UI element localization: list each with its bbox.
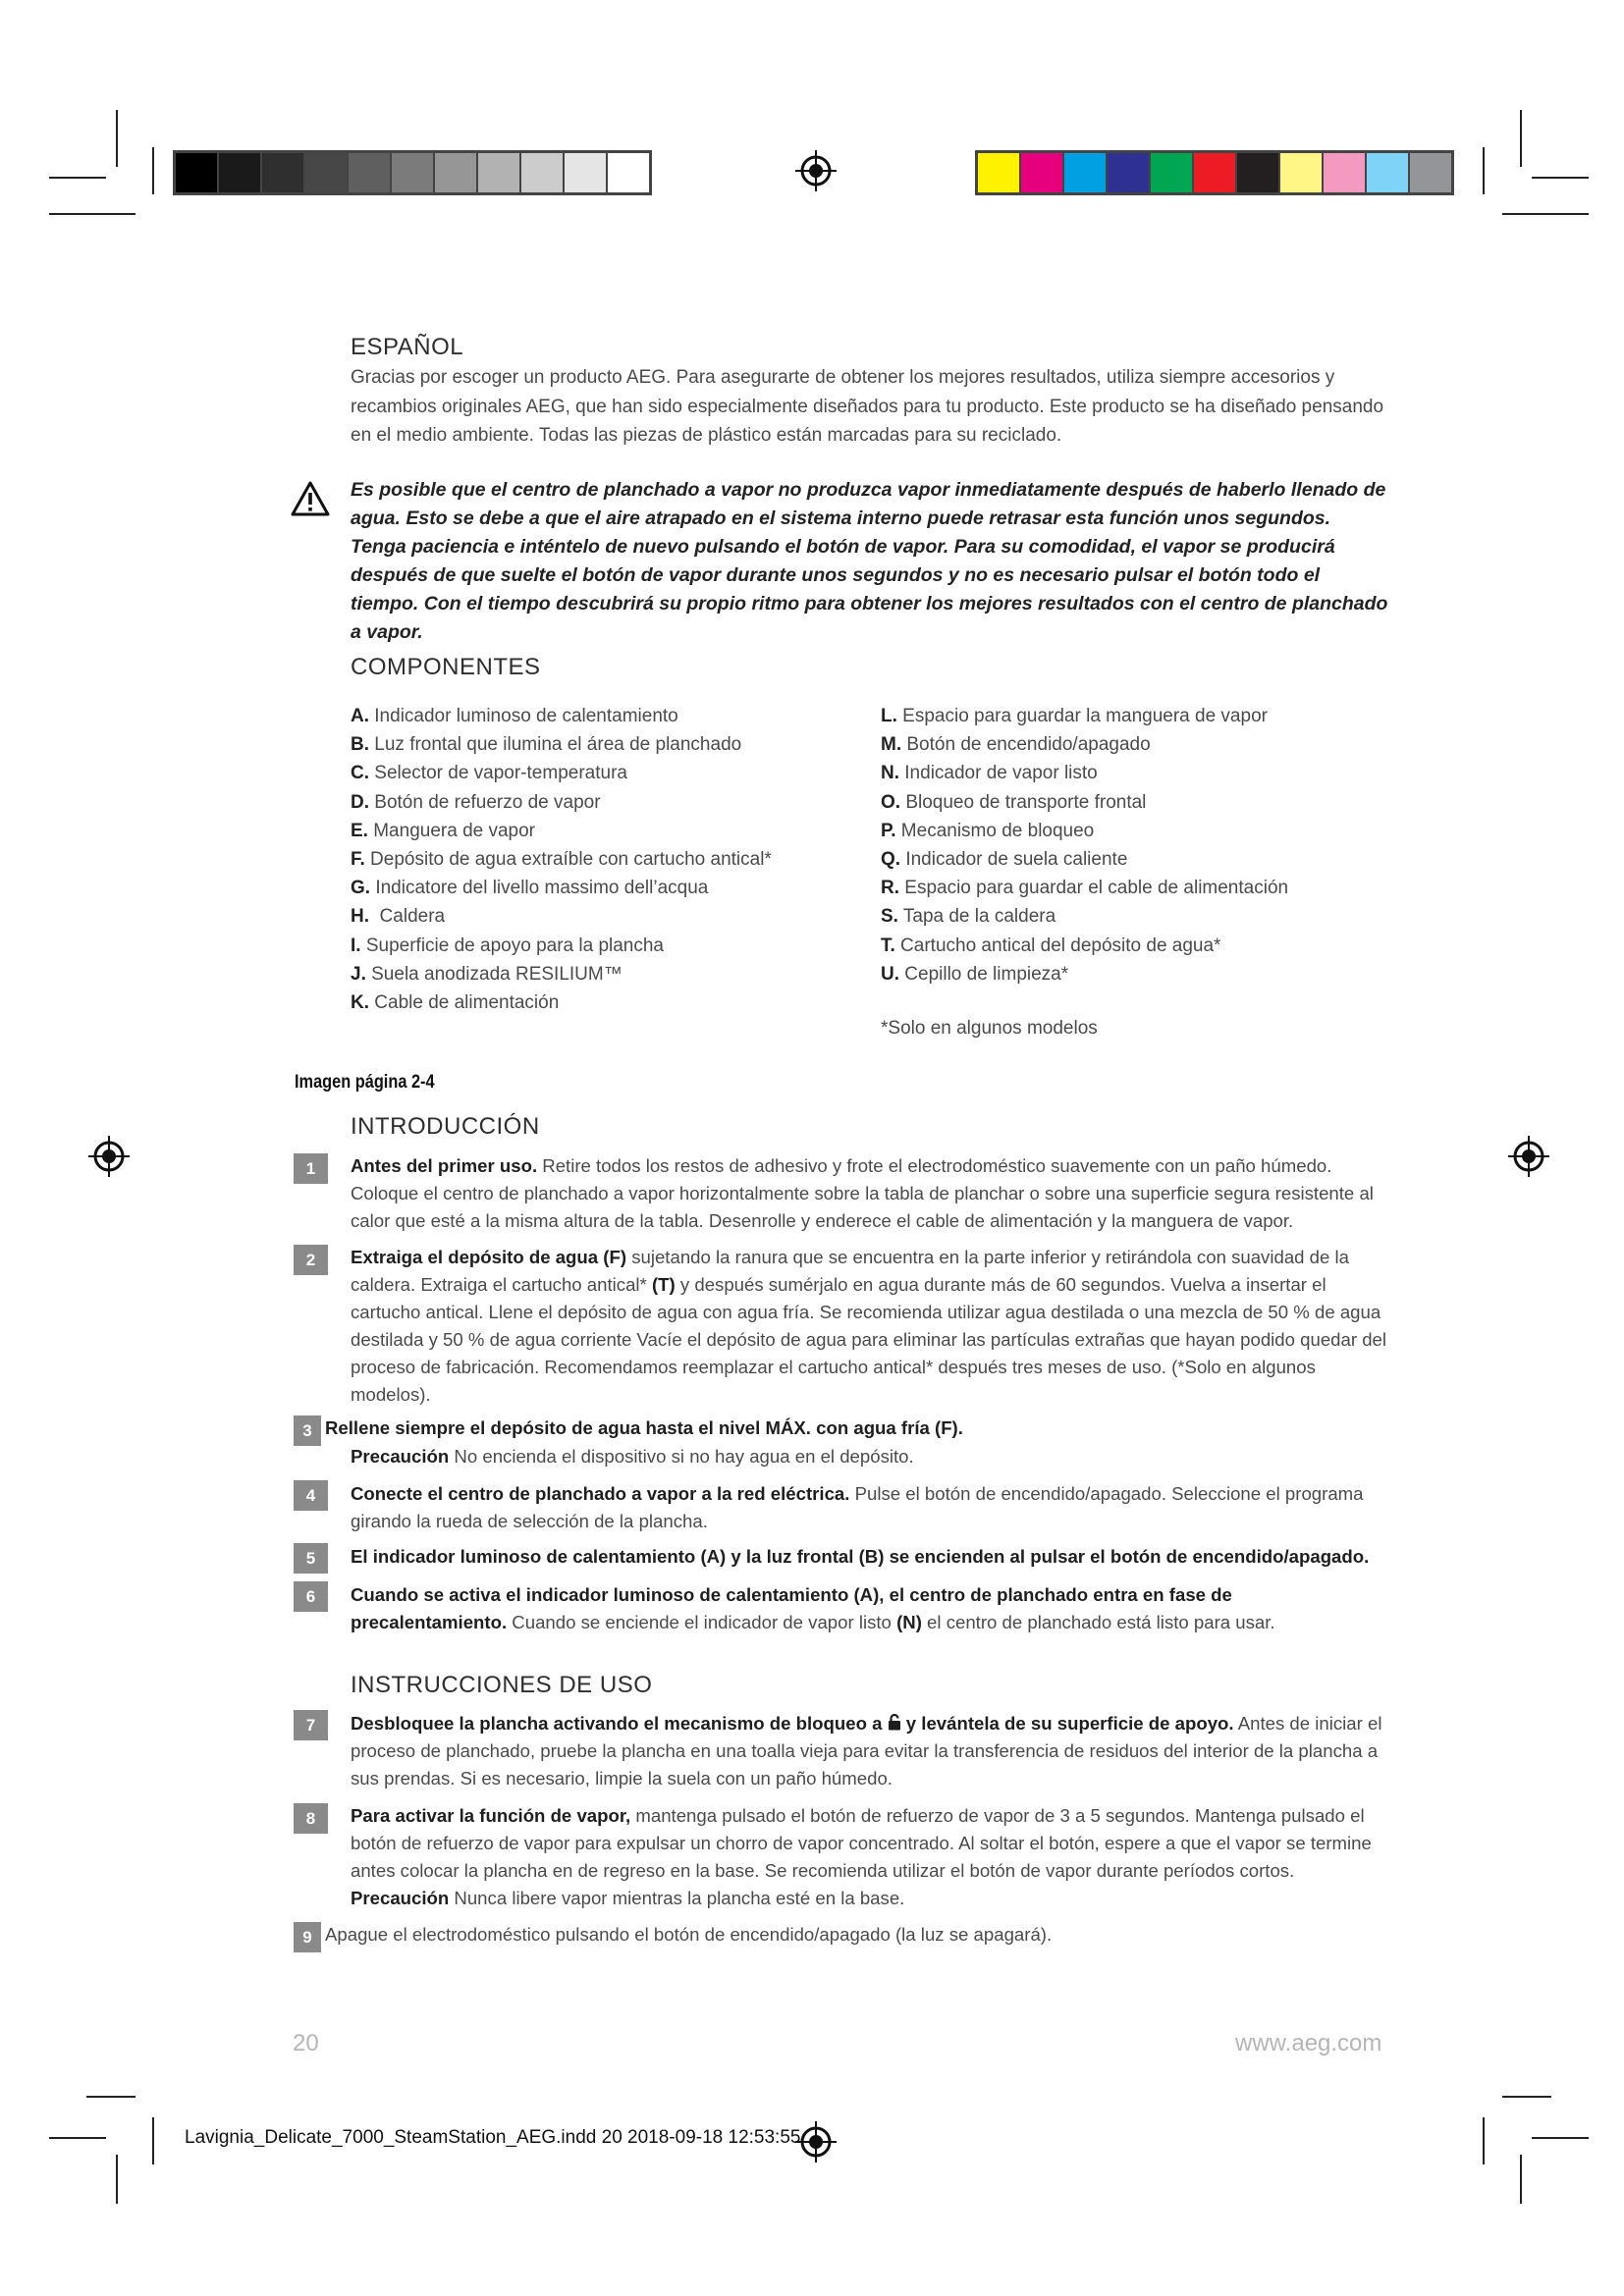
component-item: D. Botón de refuerzo de vapor bbox=[351, 791, 601, 813]
registration-mark-icon bbox=[795, 2121, 837, 2163]
color-swatch bbox=[608, 153, 649, 192]
step-number-badge: 1 bbox=[294, 1153, 328, 1184]
intro-paragraph: Gracias por escoger un producto AEG. Para asegurarte de obtener los mejores resultados, utiliza siempre accesorios y recambios originales AEG, que han sido especialmente diseñados para tu producto. Este producto se ha diseñado pensando en el medio ambiente. Todas las piezas de plástico están marcadas para su reciclado. bbox=[351, 367, 1384, 446]
color-swatch bbox=[1324, 153, 1367, 192]
step-1-text: Antes del primer uso. Retire todos los restos de adhesivo y frote el electrodoméstico suavemente con un paño húmedo. Coloque el centro de planchado a vapor horizontalmente sobre la tabla de planchar o sobre una superficie segura resistente al calor que esté a la misma altura de la tabla. Desenrolle y enderece el cable de alimentación y la manguera de vapor. bbox=[351, 1155, 1374, 1231]
color-swatch bbox=[349, 153, 392, 192]
component-item: Q. Indicador de suela caliente bbox=[881, 849, 1128, 871]
step-number-badge: 5 bbox=[294, 1543, 328, 1574]
color-swatch bbox=[1108, 153, 1151, 192]
color-swatch bbox=[1367, 153, 1410, 192]
step-5-text: El indicador luminoso de calentamiento (A) y la luz frontal (B) se encienden al pulsar el botón de encendido/apagado. bbox=[351, 1546, 1370, 1567]
step-4-text: Conecte el centro de planchado a vapor a la red eléctrica. Pulse el botón de encendido/apagado. Seleccione el programa girando la rueda de selección de la plancha. bbox=[351, 1483, 1364, 1531]
color-calibration-bar bbox=[975, 150, 1454, 195]
color-swatch bbox=[478, 153, 521, 192]
step-number-badge: 2 bbox=[294, 1245, 328, 1275]
color-swatch bbox=[392, 153, 435, 192]
step-number-badge: 9 bbox=[294, 1922, 321, 1952]
component-item: H. Caldera bbox=[351, 906, 446, 928]
registration-mark-icon bbox=[1508, 1136, 1549, 1177]
step-3-text: Rellene siempre el depósito de agua hasta el nivel MÁX. con agua fría (F). bbox=[325, 1417, 963, 1438]
color-swatch bbox=[176, 153, 219, 192]
warning-text: Es posible que el centro de planchado a vapor no produzca vapor inmediatamente después de haberlo llenado de agua. Esto se debe a que el aire atrapado en el sistema interno puede retrasar esta función unos segundos. Tenga paciencia e inténtelo de nuevo pulsando el botón de vapor. Para su comodidad, el vapor se producirá después de que suelte el botón de vapor durante unos segundos y no es necesario pulsar el botón todo el tiempo. Con el tiempo descubrirá su propio ritmo para obtener los mejores resultados con el centro de planchado a vapor. bbox=[351, 479, 1388, 643]
color-swatch bbox=[565, 153, 608, 192]
color-swatch bbox=[1021, 153, 1064, 192]
component-item: E. Manguera de vapor bbox=[351, 820, 536, 841]
color-swatch bbox=[435, 153, 478, 192]
color-swatch bbox=[1151, 153, 1194, 192]
step-number-badge: 7 bbox=[294, 1710, 328, 1740]
color-swatch bbox=[978, 153, 1021, 192]
registration-mark-icon bbox=[795, 150, 837, 191]
component-item: A. Indicador luminoso de calentamiento bbox=[351, 706, 678, 726]
grayscale-calibration-bar bbox=[173, 150, 652, 195]
step-9-text: Apague el electrodoméstico pulsando el botón de encendido/apagado (la luz se apagará). bbox=[325, 1924, 1053, 1945]
step-3-caution: Precaución No encienda el dispositivo si no hay agua en el depósito. bbox=[351, 1446, 914, 1467]
unlock-icon bbox=[888, 1714, 901, 1731]
component-item: M. Botón de encendido/apagado bbox=[881, 734, 1151, 756]
color-swatch bbox=[219, 153, 262, 192]
step-8-text: Para activar la función de vapor, mantenga pulsado el botón de refuerzo de vapor de 3 a 5 segundos. Mantenga pulsado el botón de refuerzo de vapor para expulsar un chorro de vapor concentrado. Al soltar el botón, espere a que el vapor se termine antes colocar la plancha en de regreso en la base. Se recomienda utilizar el botón de vapor durante períodos cortos. Precaución Nunca libere vapor mientras la plancha esté en la base. bbox=[351, 1805, 1372, 1908]
component-item: P. Mecanismo de bloqueo bbox=[881, 820, 1095, 841]
color-swatch bbox=[262, 153, 305, 192]
color-swatch bbox=[1280, 153, 1324, 192]
step-6-text: Cuando se activa el indicador luminoso de calentamiento (A), el centro de planchado entra en fase de precalentamiento. Cuando se enciende el indicador de vapor listo (N) el centro de planchado está listo para usar. bbox=[351, 1584, 1275, 1632]
components-list-left bbox=[351, 702, 772, 1017]
image-page-reference: Imagen página 2-4 bbox=[295, 1072, 435, 1093]
component-item: S. Tapa de la caldera bbox=[881, 906, 1056, 928]
print-slug: Lavignia_Delicate_7000_SteamStation_AEG.indd 20 2018-09-18 12:53:55 bbox=[185, 2127, 801, 2148]
component-item: N. Indicador de vapor listo bbox=[881, 763, 1098, 784]
registration-mark-icon bbox=[88, 1136, 130, 1177]
components-footnote: *Solo en algunos modelos bbox=[881, 1018, 1098, 1039]
step-number-badge: 4 bbox=[294, 1480, 328, 1511]
component-item: F. Depósito de agua extraíble con cartucho antical* bbox=[351, 849, 772, 871]
component-item: T. Cartucho antical del depósito de agua* bbox=[881, 934, 1221, 956]
section-title-instrucciones: INSTRUCCIONES DE USO bbox=[351, 1672, 653, 1698]
warning-triangle-icon bbox=[291, 481, 330, 516]
step-number-badge: 6 bbox=[294, 1581, 328, 1612]
step-number-badge: 8 bbox=[294, 1803, 328, 1834]
section-title-espanol: ESPAÑOL bbox=[351, 334, 464, 360]
component-item: O. Bloqueo de transporte frontal bbox=[881, 791, 1147, 813]
component-item: K. Cable de alimentación bbox=[351, 992, 560, 1014]
page-number: 20 bbox=[293, 2030, 319, 2056]
website-url: www.aeg.com bbox=[1235, 2030, 1382, 2056]
color-swatch bbox=[1410, 153, 1451, 192]
section-title-componentes: COMPONENTES bbox=[351, 654, 541, 680]
step-number-badge: 3 bbox=[294, 1415, 321, 1446]
component-item: I. Superficie de apoyo para la plancha bbox=[351, 934, 664, 956]
component-item: U. Cepillo de limpieza* bbox=[881, 963, 1069, 985]
color-swatch bbox=[521, 153, 565, 192]
component-item: R. Espacio para guardar el cable de alimentación bbox=[881, 878, 1289, 899]
component-item: C. Selector de vapor-temperatura bbox=[351, 763, 627, 784]
components-list-right bbox=[881, 702, 1288, 988]
color-swatch bbox=[1194, 153, 1237, 192]
step-2-text: Extraiga el depósito de agua (F) sujetando la ranura que se encuentra en la parte inferior y retirándola con suavidad de la caldera. Extraiga el cartucho antical* (T) y después sumérjalo en agua durante más de 60 segundos. Vuelva a insertar el cartucho antical. Llene el depósito de agua con agua fría. Se recomienda utilizar agua destilada o una mezcla de 50 % de agua destilada y 50 % de agua corriente Vacíe el depósito de agua para eliminar las partículas extrañas que hayan podido quedar del proceso de fabricación. Recomendamos reemplazar el cartucho antical* después tres meses de uso. (*Solo en algunos modelos). bbox=[351, 1247, 1387, 1405]
section-title-introduccion: INTRODUCCIÓN bbox=[351, 1113, 540, 1140]
color-swatch bbox=[1237, 153, 1280, 192]
step-7-text: Desbloquee la plancha activando el mecanismo de bloqueo a y levántela de su superficie de apoyo. Antes de iniciar el proceso de planchado, pruebe la plancha en una toalla vieja para evitar la transferencia de residuos del interior de la plancha a sus prendas. Si es necesario, limpie la suela con un paño húmedo. bbox=[351, 1713, 1382, 1789]
component-item: J. Suela anodizada RESILIUM™ bbox=[351, 963, 623, 985]
component-item: G. Indicatore del livello massimo dell’acqua bbox=[351, 878, 709, 899]
color-swatch bbox=[305, 153, 349, 192]
component-item: B. Luz frontal que ilumina el área de planchado bbox=[351, 734, 742, 756]
component-item: L. Espacio para guardar la manguera de vapor bbox=[881, 706, 1268, 726]
color-swatch bbox=[1064, 153, 1108, 192]
